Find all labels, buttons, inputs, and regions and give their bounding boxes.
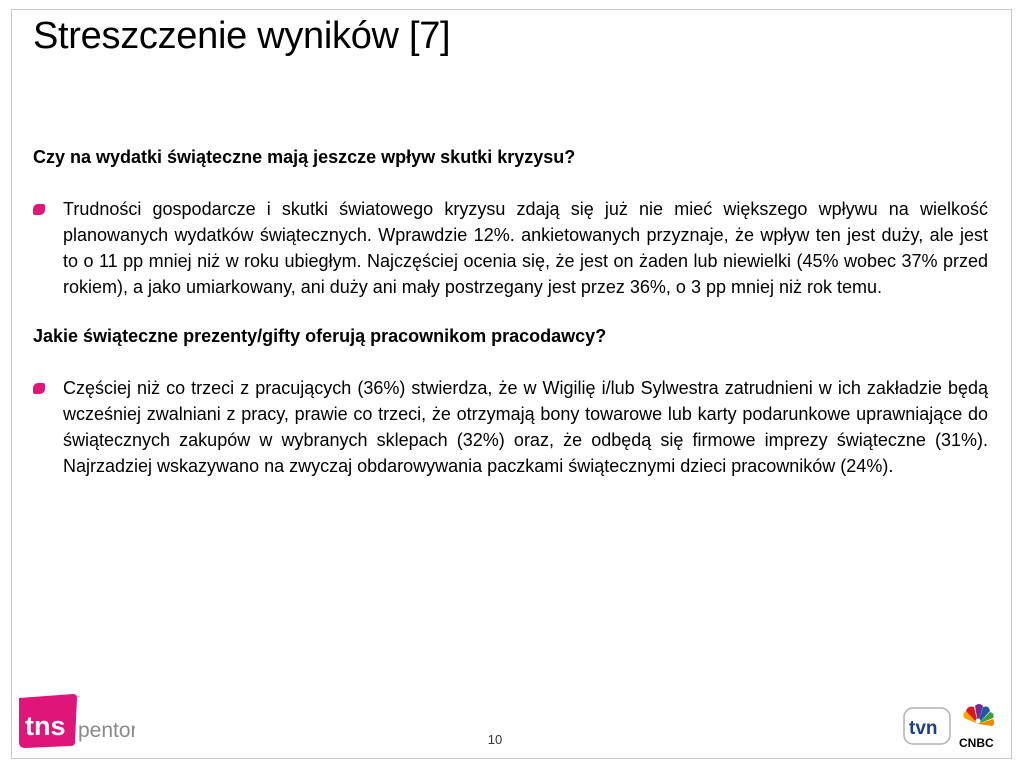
section-question-2: Jakie świąteczne prezenty/gifty oferują pracownikom pracodawcy? (33, 326, 607, 346)
slide-content (33, 144, 988, 479)
bullet-item-1 (33, 196, 988, 300)
slide-title: Streszczenie wyników [7] (33, 15, 451, 57)
svg-text:CNBC: CNBC (959, 736, 994, 750)
tns-pentor-logo (15, 692, 135, 757)
bullet-text-2: Częściej niż co trzeci z pracujących (36%) stwierdza, że w Wigilię i/lub Sylwestra zatrudnieni w ich zakładzie będą wcześniej zwalniani z pracy, prawie co trzeci, że otrzymają bony towarowe lub karty podarunkowe uprawniające do świątecznych zakupów w wybranych sklepach (32%) oraz, że odbędą się firmowe imprezy świąteczne (31%). Najrzadziej wskazywano na zwyczaj obdarowywania paczkami świątecznymi dzieci pracowników (24%). (63, 378, 988, 476)
svg-text:pentor: pentor (78, 719, 135, 742)
svg-text:tns: tns (25, 711, 66, 741)
svg-text:tvn: tvn (909, 718, 938, 739)
section-question-1: Czy na wydatki świąteczne mają jeszcze wpływ skutki kryzysu? (33, 147, 576, 167)
bullet-item-2 (33, 375, 988, 479)
bullet-marker-icon (33, 383, 45, 394)
bullet-marker-icon (33, 204, 45, 215)
page-number: 10 (487, 732, 503, 747)
tvn-cnbc-logo (903, 702, 1007, 755)
bullet-text-1: Trudności gospodarcze i skutki światowego kryzysu zdają się już nie mieć większego wpływu na wielkość planowanych wydatków świątecznych. Wprawdzie 12%. ankietowanych przyznaje, że wpływ ten jest duży, ale jest to o 11 pp mniej niż w roku ubiegłym. Najczęściej ocenia się, że jest on żaden lub niewielki (45% wobec 37% przed rokiem), a jako umiarkowany, ani duży ani mały postrzegany jest przez 36%, o 3 pp mniej niż rok temu. (63, 199, 988, 297)
svg-text:™: ™ (75, 695, 80, 701)
